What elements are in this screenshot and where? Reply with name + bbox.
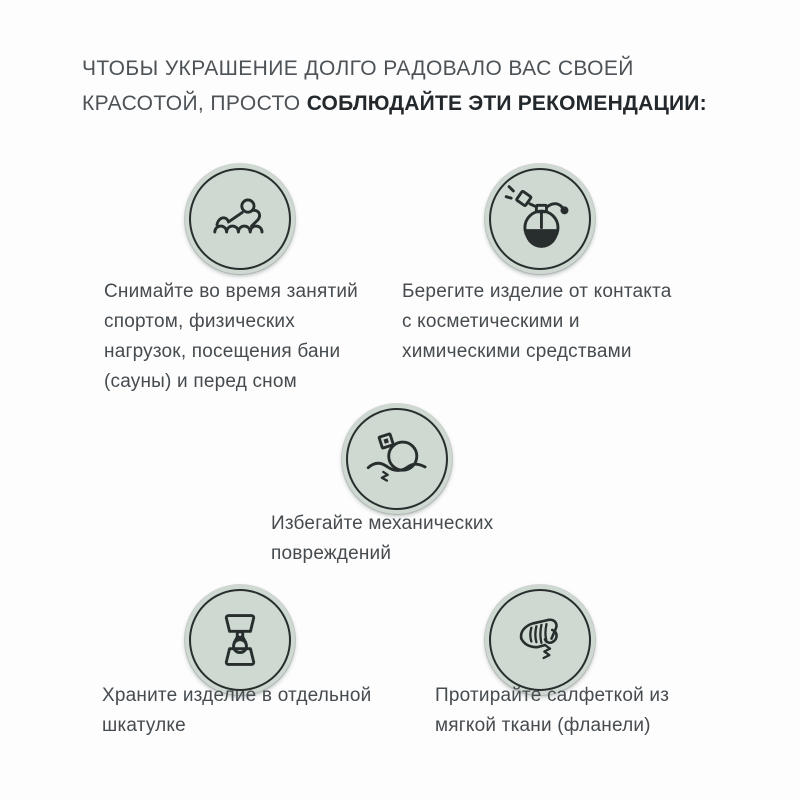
damaged-ring-icon bbox=[342, 404, 452, 514]
caption-line: Снимайте во время занятий bbox=[104, 281, 358, 302]
caption-line: химическими средствами bbox=[402, 341, 632, 362]
caption-store-in-box bbox=[102, 681, 402, 741]
caption-line: (сауны) и перед сном bbox=[104, 371, 297, 392]
caption-remove-during-sport bbox=[104, 277, 394, 397]
damaged-ring-icon bbox=[361, 423, 433, 495]
caption-line: с косметическими и bbox=[402, 311, 580, 332]
caption-avoid-damage bbox=[271, 509, 571, 569]
wiping-hand-icon bbox=[485, 585, 595, 695]
page-title bbox=[82, 51, 742, 121]
caption-line: спортом, физических bbox=[104, 311, 295, 332]
caption-line: нагрузок, посещения бани bbox=[104, 341, 341, 362]
caption-wipe-with-cloth bbox=[435, 681, 735, 741]
title-line-2 bbox=[82, 86, 742, 121]
caption-line: повреждений bbox=[271, 543, 392, 564]
caption-line: шкатулке bbox=[102, 715, 186, 736]
swimmer-icon bbox=[185, 164, 295, 274]
caption-line: Избегайте механических bbox=[271, 513, 494, 534]
caption-line: мягкой ткани (фланели) bbox=[435, 715, 651, 736]
ring-box-icon bbox=[185, 585, 295, 695]
perfume-bottle-icon bbox=[504, 183, 576, 255]
caption-line: Протирайте салфеткой из bbox=[435, 685, 670, 706]
caption-line: Берегите изделие от контакта bbox=[402, 281, 672, 302]
perfume-bottle-icon bbox=[485, 164, 595, 274]
ring-box-icon bbox=[204, 604, 276, 676]
caption-line: Храните изделие в отдельной bbox=[102, 685, 372, 706]
caption-avoid-cosmetics bbox=[402, 277, 702, 367]
wiping-hand-icon bbox=[504, 604, 576, 676]
title-line-2-regular: КРАСОТОЙ, ПРОСТО bbox=[82, 92, 307, 115]
title-line-1: ЧТОБЫ УКРАШЕНИЕ ДОЛГО РАДОВАЛО ВАС СВОЕЙ bbox=[82, 57, 634, 80]
swimmer-icon bbox=[204, 183, 276, 255]
title-line-2-bold: СОБЛЮДАЙТЕ ЭТИ РЕКОМЕНДАЦИИ: bbox=[306, 92, 707, 115]
